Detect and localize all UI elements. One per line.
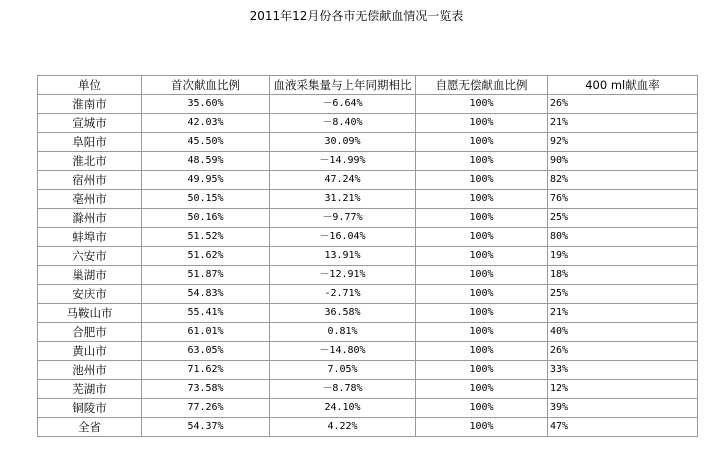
cell-voluntary-ratio: 100% <box>416 266 548 285</box>
blood-donation-table <box>37 75 698 437</box>
cell-unit: 六安市 <box>38 247 142 266</box>
cell-400ml-rate: 33% <box>548 361 698 380</box>
cell-volume-change: -2.71% <box>270 285 416 304</box>
cell-unit: 阜阳市 <box>38 133 142 152</box>
cell-voluntary-ratio: 100% <box>416 114 548 133</box>
cell-first-time-ratio: 63.05% <box>142 342 270 361</box>
cell-unit: 蚌埠市 <box>38 228 142 247</box>
cell-unit: 淮北市 <box>38 152 142 171</box>
cell-volume-change: 36.58% <box>270 304 416 323</box>
table-header-row <box>38 76 698 95</box>
cell-unit: 宿州市 <box>38 171 142 190</box>
cell-first-time-ratio: 45.50% <box>142 133 270 152</box>
cell-volume-change: －6.64% <box>270 95 416 114</box>
cell-voluntary-ratio: 100% <box>416 190 548 209</box>
table-row <box>38 304 698 323</box>
cell-voluntary-ratio: 100% <box>416 133 548 152</box>
cell-volume-change: 24.10% <box>270 399 416 418</box>
cell-voluntary-ratio: 100% <box>416 418 548 437</box>
table-row <box>38 133 698 152</box>
cell-volume-change: 30.09% <box>270 133 416 152</box>
cell-400ml-rate: 25% <box>548 209 698 228</box>
cell-volume-change: 31.21% <box>270 190 416 209</box>
cell-first-time-ratio: 51.87% <box>142 266 270 285</box>
cell-unit: 池州市 <box>38 361 142 380</box>
cell-400ml-rate: 25% <box>548 285 698 304</box>
table-row <box>38 114 698 133</box>
table-row <box>38 380 698 399</box>
cell-first-time-ratio: 42.03% <box>142 114 270 133</box>
cell-400ml-rate: 21% <box>548 114 698 133</box>
cell-unit: 宣城市 <box>38 114 142 133</box>
cell-400ml-rate: 26% <box>548 342 698 361</box>
cell-voluntary-ratio: 100% <box>416 152 548 171</box>
cell-volume-change: －14.80% <box>270 342 416 361</box>
table-row <box>38 171 698 190</box>
header-400ml-rate: 400 ml献血率 <box>548 76 698 95</box>
cell-first-time-ratio: 51.62% <box>142 247 270 266</box>
cell-400ml-rate: 47% <box>548 418 698 437</box>
cell-voluntary-ratio: 100% <box>416 95 548 114</box>
cell-400ml-rate: 12% <box>548 380 698 399</box>
cell-unit: 芜湖市 <box>38 380 142 399</box>
cell-voluntary-ratio: 100% <box>416 247 548 266</box>
cell-first-time-ratio: 55.41% <box>142 304 270 323</box>
header-first-time-ratio: 首次献血比例 <box>142 76 270 95</box>
cell-unit: 铜陵市 <box>38 399 142 418</box>
cell-voluntary-ratio: 100% <box>416 361 548 380</box>
cell-400ml-rate: 21% <box>548 304 698 323</box>
cell-400ml-rate: 92% <box>548 133 698 152</box>
page-title: 2011年12月份各市无偿献血情况一览表 <box>249 9 464 23</box>
cell-volume-change: －8.40% <box>270 114 416 133</box>
table-row <box>38 342 698 361</box>
cell-400ml-rate: 26% <box>548 95 698 114</box>
table-row <box>38 247 698 266</box>
cell-unit: 滁州市 <box>38 209 142 228</box>
cell-400ml-rate: 80% <box>548 228 698 247</box>
table-row <box>38 190 698 209</box>
cell-unit: 巢湖市 <box>38 266 142 285</box>
cell-first-time-ratio: 35.60% <box>142 95 270 114</box>
cell-volume-change: 4.22% <box>270 418 416 437</box>
cell-first-time-ratio: 50.15% <box>142 190 270 209</box>
cell-unit: 淮南市 <box>38 95 142 114</box>
header-voluntary-ratio: 自愿无偿献血比例 <box>416 76 548 95</box>
cell-volume-change: 0.81% <box>270 323 416 342</box>
cell-first-time-ratio: 49.95% <box>142 171 270 190</box>
table-row <box>38 95 698 114</box>
cell-volume-change: 47.24% <box>270 171 416 190</box>
cell-400ml-rate: 90% <box>548 152 698 171</box>
cell-voluntary-ratio: 100% <box>416 171 548 190</box>
table-row <box>38 323 698 342</box>
table-row <box>38 399 698 418</box>
cell-unit: 安庆市 <box>38 285 142 304</box>
cell-first-time-ratio: 61.01% <box>142 323 270 342</box>
cell-volume-change: 7.05% <box>270 361 416 380</box>
cell-volume-change: －12.91% <box>270 266 416 285</box>
cell-unit: 黄山市 <box>38 342 142 361</box>
cell-voluntary-ratio: 100% <box>416 304 548 323</box>
cell-unit: 全省 <box>38 418 142 437</box>
cell-volume-change: 13.91% <box>270 247 416 266</box>
cell-voluntary-ratio: 100% <box>416 399 548 418</box>
table-row <box>38 266 698 285</box>
cell-400ml-rate: 18% <box>548 266 698 285</box>
table-row <box>38 418 698 437</box>
cell-first-time-ratio: 77.26% <box>142 399 270 418</box>
table-row <box>38 285 698 304</box>
cell-unit: 亳州市 <box>38 190 142 209</box>
cell-400ml-rate: 76% <box>548 190 698 209</box>
cell-unit: 合肥市 <box>38 323 142 342</box>
table-row <box>38 152 698 171</box>
cell-volume-change: －8.78% <box>270 380 416 399</box>
table-row <box>38 209 698 228</box>
cell-first-time-ratio: 71.62% <box>142 361 270 380</box>
header-unit: 单位 <box>38 76 142 95</box>
cell-400ml-rate: 39% <box>548 399 698 418</box>
cell-400ml-rate: 19% <box>548 247 698 266</box>
cell-voluntary-ratio: 100% <box>416 209 548 228</box>
cell-unit: 马鞍山市 <box>38 304 142 323</box>
table-row <box>38 361 698 380</box>
cell-volume-change: －14.99% <box>270 152 416 171</box>
table-row <box>38 228 698 247</box>
cell-first-time-ratio: 73.58% <box>142 380 270 399</box>
header-volume-change: 血液采集量与上年同期相比 <box>270 76 416 95</box>
cell-first-time-ratio: 54.37% <box>142 418 270 437</box>
cell-volume-change: －16.04% <box>270 228 416 247</box>
cell-first-time-ratio: 54.83% <box>142 285 270 304</box>
cell-first-time-ratio: 48.59% <box>142 152 270 171</box>
cell-first-time-ratio: 51.52% <box>142 228 270 247</box>
cell-voluntary-ratio: 100% <box>416 380 548 399</box>
cell-first-time-ratio: 50.16% <box>142 209 270 228</box>
cell-voluntary-ratio: 100% <box>416 285 548 304</box>
cell-volume-change: －9.77% <box>270 209 416 228</box>
cell-400ml-rate: 40% <box>548 323 698 342</box>
cell-400ml-rate: 82% <box>548 171 698 190</box>
cell-voluntary-ratio: 100% <box>416 228 548 247</box>
cell-voluntary-ratio: 100% <box>416 323 548 342</box>
cell-voluntary-ratio: 100% <box>416 342 548 361</box>
